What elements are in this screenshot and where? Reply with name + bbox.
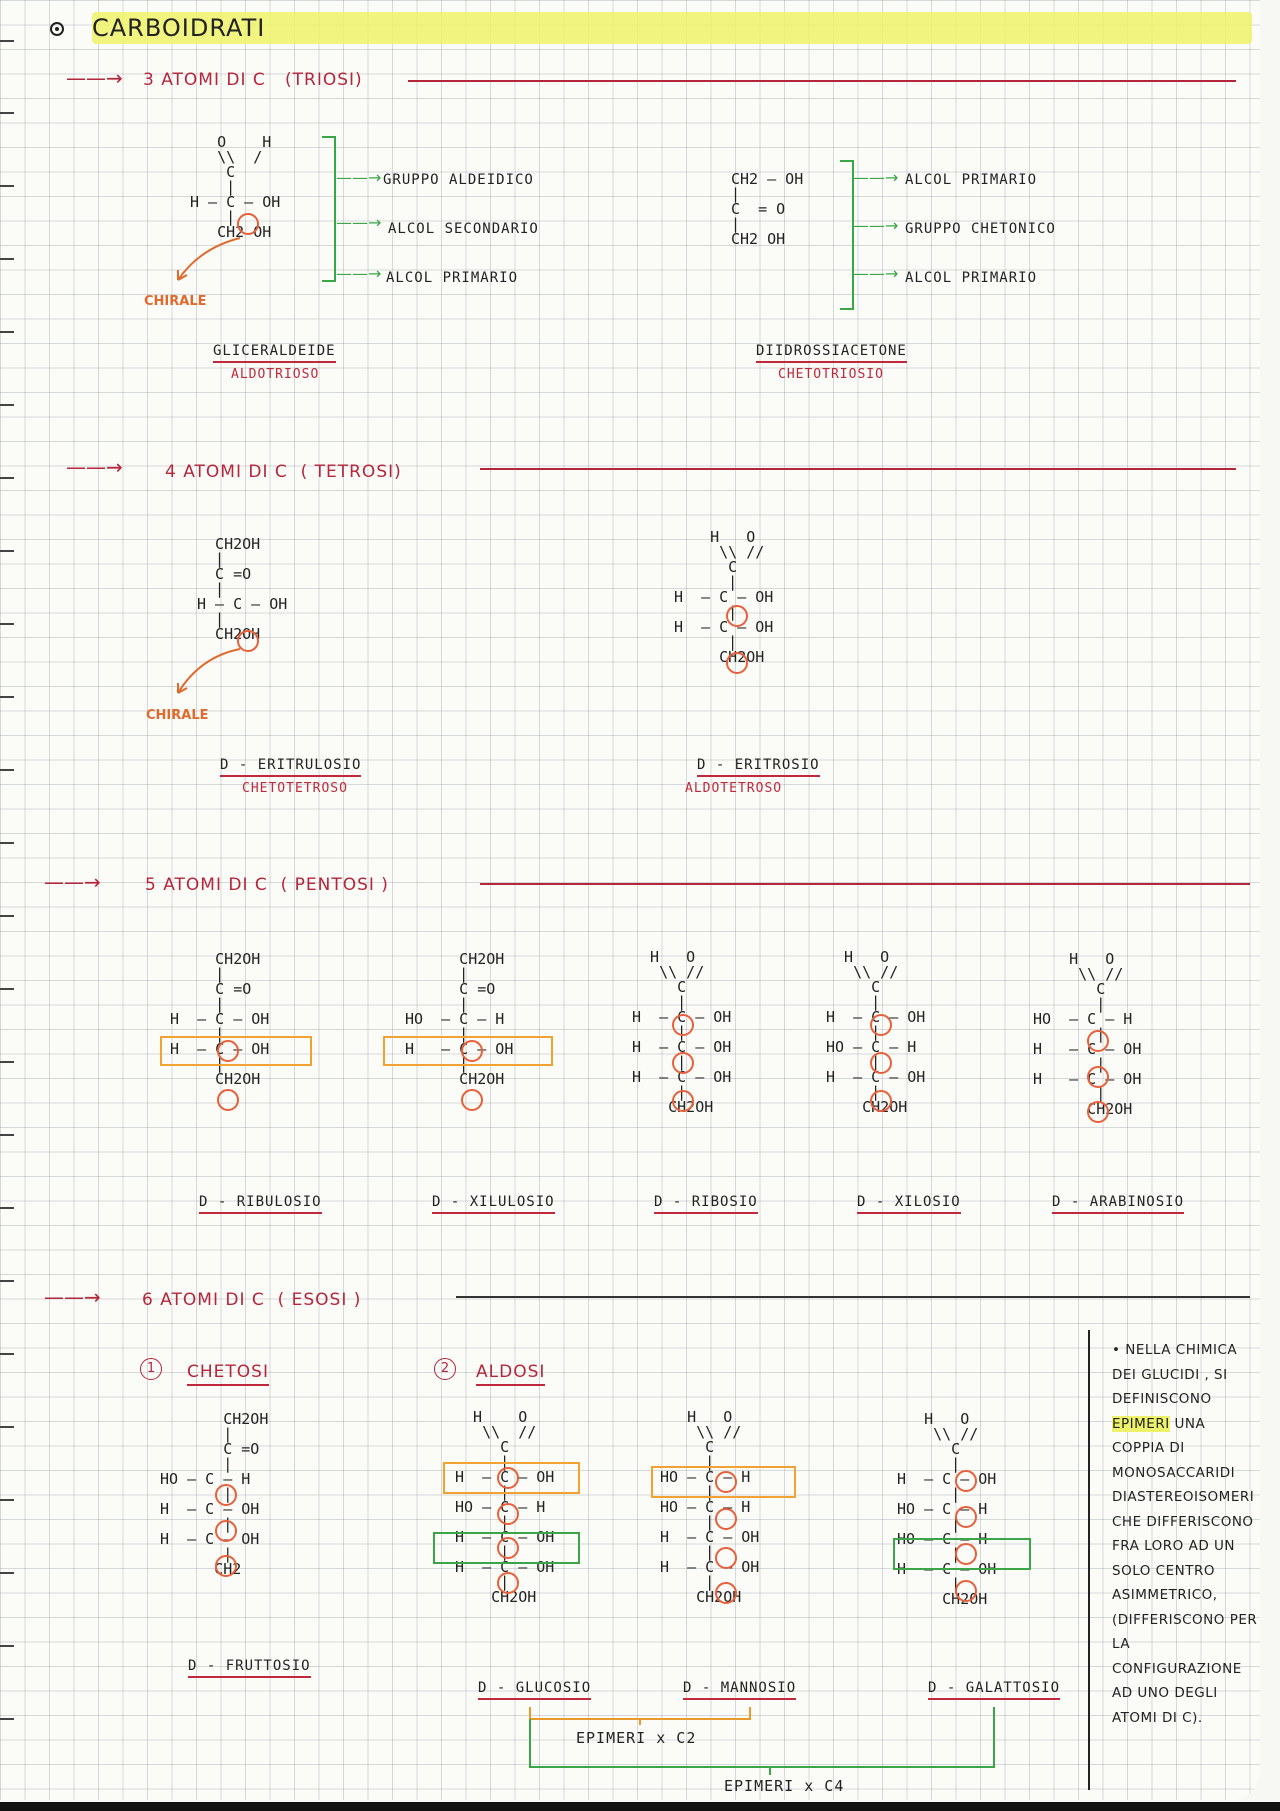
group-label: ALCOL PRIMARIO [905, 172, 1038, 188]
margin-tick [0, 477, 14, 479]
chiral-center-circle [672, 1090, 694, 1112]
section-heading-tetrosi: 4 ATOMI DI C ( TETROSI) [165, 462, 402, 482]
chiral-center-circle [1087, 1101, 1109, 1123]
margin-tick [0, 915, 14, 917]
chiral-center-circle [217, 1040, 239, 1062]
epimeri-definition-note [1112, 1338, 1262, 1730]
margin-tick [0, 1353, 14, 1355]
group-label: ALCOL PRIMARIO [386, 270, 519, 286]
margin-tick [0, 623, 14, 625]
chiral-center-circle [870, 1052, 892, 1074]
margin-tick [0, 185, 14, 187]
molecule-name: D - GLUCOSIO [478, 1680, 591, 1700]
chiral-center-circle [1087, 1066, 1109, 1088]
section-arrow-icon: ——→ [66, 455, 123, 479]
chiral-center-circle [870, 1014, 892, 1036]
group-label: GRUPPO CHETONICO [905, 221, 1056, 237]
group-label: GRUPPO ALDEIDICO [383, 172, 534, 188]
molecule-name: D - RIBOSIO [654, 1194, 758, 1214]
fruttosio-structure: CH2OH | C =O | HO — C — H | H — C — OH | H — C — OH | CH2 [160, 1410, 269, 1578]
chiral-center-circle [955, 1543, 977, 1565]
number-badge: 2 [434, 1358, 456, 1380]
molecule-name: D - ERITRULOSIO [220, 757, 361, 777]
molecule-name: D - MANNOSIO [683, 1680, 796, 1700]
epimeri-c4-label: EPIMERI x C4 [724, 1777, 845, 1795]
chirale-label: CHIRALE [146, 708, 209, 723]
xilulosio-structure: CH2OH | C =O | HO — C — H | H — C — OH | CH2OH [405, 950, 514, 1088]
eritrulosio-structure: CH2OH | C =O | H — C — OH | CH2OH [197, 535, 288, 643]
chiral-center-circle [726, 652, 748, 674]
molecule-type: CHETOTRIOSIO [778, 367, 884, 382]
margin-tick [0, 331, 14, 333]
chetosi-label: CHETOSI [187, 1362, 269, 1386]
note-text: UNA COPPIA DI MONOSACCARIDI DIASTEREOISOMERI CHE DIFFERISCONO FRA LORO AD UN SOLO CENTRO ASIMMETRICO, (DIFFERISCONO PER LA CONFIGURAZIONE AD UNO DEGLI ATOMI DI C). [1112, 1415, 1258, 1726]
margin-tick [0, 1207, 14, 1209]
chiral-center-circle [870, 1090, 892, 1112]
molecule-name: D - FRUTTOSIO [188, 1658, 311, 1678]
arrow-icon: ——→ [336, 168, 382, 187]
eritrosio-structure: H O \\ // C | H — C — OH | H — C — OH | CH2OH [674, 528, 774, 666]
epimeri-c2-label: EPIMERI x C2 [576, 1729, 697, 1747]
diidrossiacetone-structure: CH2 — OH | C = O | CH2 OH [731, 170, 804, 248]
arrow-icon: ——→ [853, 216, 899, 235]
chiral-center-circle [217, 1089, 239, 1111]
note-divider [1088, 1330, 1090, 1790]
margin-tick [0, 842, 14, 844]
margin-tick [0, 112, 14, 114]
chiral-center-circle [215, 1520, 237, 1542]
title-highlight [92, 12, 1252, 44]
section-heading-triosi: 3 ATOMI DI C (TRIOSI) [143, 70, 363, 90]
chiral-center-circle [461, 1040, 483, 1062]
chiral-center-circle [497, 1537, 519, 1559]
group-label: ALCOL PRIMARIO [905, 270, 1038, 286]
chiral-center-circle [726, 605, 748, 627]
molecule-name: D - ERITROSIO [697, 757, 820, 777]
chiral-center-circle [497, 1503, 519, 1525]
chiral-center-circle [461, 1089, 483, 1111]
margin-tick [0, 1645, 14, 1647]
chiral-center-circle [715, 1547, 737, 1569]
glucosio-structure: H O \\ // C | H — C — OH | HO — C — H | H — C — OH | H — C — OH | CH2OH [455, 1408, 555, 1606]
chirale-arrow-icon [170, 230, 250, 290]
page-title: CARBOIDRATI [92, 14, 266, 42]
arrow-icon: ——→ [336, 213, 382, 232]
molecule-name: DIIDROSSIACETONE [756, 343, 907, 363]
section-arrow-icon: ——→ [44, 1285, 101, 1309]
section-arrow-icon: ——→ [44, 870, 101, 894]
chiral-center-circle [672, 1014, 694, 1036]
section-rule [480, 883, 1250, 885]
arabinosio-structure: H O \\ // C | HO — C — H | H — C — OH | H — C — OH | CH2OH [1033, 950, 1142, 1118]
gliceraldeide-structure: O H \\ / C | H — C — OH | CH2 OH [190, 133, 281, 241]
note-highlight: EPIMERI [1112, 1415, 1170, 1432]
margin-tick [0, 1426, 14, 1428]
chirale-arrow-icon [170, 645, 250, 705]
molecule-name: D - RIBULOSIO [199, 1194, 322, 1214]
chiral-center-circle [215, 1484, 237, 1506]
number-badge: 1 [140, 1358, 162, 1380]
margin-tick [0, 696, 14, 698]
section-heading-esosi: 6 ATOMI DI C ( ESOSI ) [142, 1290, 362, 1310]
margin-tick [0, 550, 14, 552]
aldosi-label: ALDOSI [476, 1362, 545, 1386]
section-arrow-icon: ——→ [66, 66, 123, 90]
ribulosio-structure: CH2OH | C =O | H — C — OH | H — C — OH | CH2OH [170, 950, 270, 1088]
arrow-icon: ——→ [336, 264, 382, 283]
molecule-type: ALDOTETROSO [685, 781, 783, 796]
margin-tick [0, 988, 14, 990]
chiral-center-circle [497, 1467, 519, 1489]
margin-tick [0, 404, 14, 406]
chiral-center-circle [955, 1470, 977, 1492]
molecule-name: D - XILULOSIO [432, 1194, 555, 1214]
page-bottom-edge [0, 1802, 1280, 1811]
margin-tick [0, 40, 14, 42]
xilosio-structure: H O \\ // C | H — C — OH | HO — C — H | H — C — OH | CH2OH [826, 948, 926, 1116]
chiral-center-circle [1087, 1030, 1109, 1052]
chiral-center-circle [715, 1582, 737, 1604]
group-bracket [840, 160, 854, 310]
margin-tick [0, 258, 14, 260]
margin-tick [0, 1499, 14, 1501]
section-rule [408, 80, 1236, 82]
molecule-name: GLICERALDEIDE [213, 343, 336, 363]
chiral-center-circle [215, 1555, 237, 1577]
margin-tick [0, 1280, 14, 1282]
section-heading-pentosi: 5 ATOMI DI C ( PENTOSI ) [145, 875, 389, 895]
group-bracket [322, 136, 336, 282]
bullet-icon [50, 22, 64, 36]
molecule-type: CHETOTETROSO [242, 781, 348, 796]
chirale-label: CHIRALE [144, 294, 207, 309]
margin-tick [0, 1061, 14, 1063]
note-text: • NELLA CHIMICA DEI GLUCIDI , SI DEFINISCONO [1112, 1342, 1238, 1407]
mannosio-structure: H O \\ // C | HO — C — H | HO — C — H | H — C — OH | H — C — OH | CH2OH [660, 1408, 760, 1606]
chiral-center-circle [955, 1506, 977, 1528]
chiral-center-circle [672, 1052, 694, 1074]
molecule-name: D - ARABINOSIO [1052, 1194, 1184, 1214]
molecule-type: ALDOTRIOSO [231, 367, 320, 382]
ribosio-structure: H O \\ // C | H — C — OH | H — C — OH | H — C — OH | CH2OH [632, 948, 732, 1116]
chiral-center-circle [955, 1580, 977, 1602]
section-rule [480, 468, 1236, 470]
arrow-icon: ——→ [853, 264, 899, 283]
margin-tick [0, 769, 14, 771]
molecule-name: D - XILOSIO [857, 1194, 961, 1214]
molecule-name: D - GALATTOSIO [928, 1680, 1060, 1700]
margin-tick [0, 1134, 14, 1136]
group-label: ALCOL SECONDARIO [388, 221, 539, 237]
margin-tick [0, 1718, 14, 1720]
section-rule [456, 1296, 1250, 1298]
chiral-center-circle [715, 1471, 737, 1493]
chiral-center-circle [497, 1572, 519, 1594]
arrow-icon: ——→ [853, 168, 899, 187]
margin-tick [0, 1572, 14, 1574]
galattosio-structure: H O \\ // C | H — C — OH | HO — C — H | HO — C — H | H — C — OH | CH2OH [897, 1410, 997, 1608]
chiral-center-circle [715, 1508, 737, 1530]
